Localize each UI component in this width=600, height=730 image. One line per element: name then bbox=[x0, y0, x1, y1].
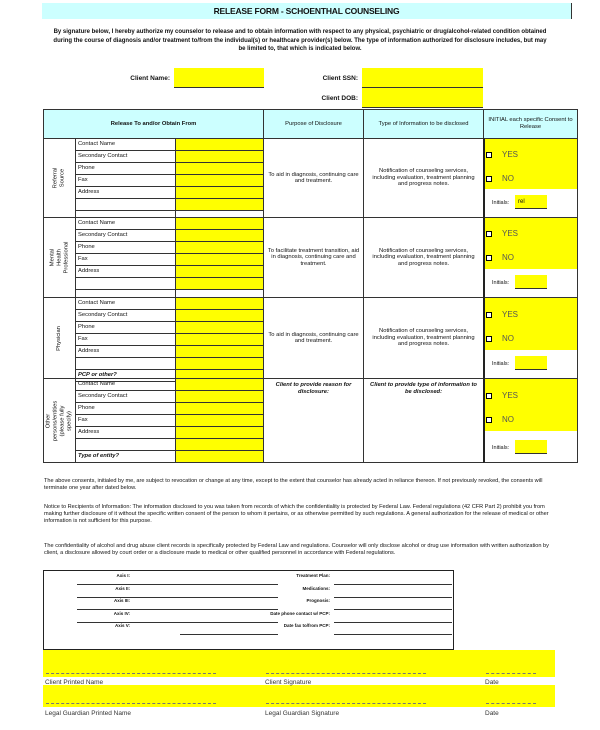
contact-row-label: Phone bbox=[75, 162, 176, 175]
header-release: Release To and/or Obtain From bbox=[43, 109, 264, 139]
clinical-field[interactable] bbox=[334, 597, 452, 598]
axis-field[interactable] bbox=[180, 634, 278, 635]
client-name-label: Client Name: bbox=[130, 75, 170, 82]
consent-area bbox=[485, 218, 577, 269]
section-name: Referral Source bbox=[52, 167, 66, 189]
no-label: NO bbox=[502, 173, 514, 183]
contact-row-label: Secondary Contact bbox=[75, 309, 176, 322]
signature-line bbox=[486, 703, 536, 704]
no-checkbox[interactable] bbox=[486, 176, 492, 182]
initials-field[interactable] bbox=[515, 275, 547, 289]
signature-line bbox=[266, 703, 426, 704]
clinical-label: Date fax to/from PCP: bbox=[283, 623, 330, 628]
header-type: Type of Information to be disclosed bbox=[363, 109, 484, 139]
contact-row-label: Fax bbox=[75, 333, 176, 346]
contact-row-label: Type of entity? bbox=[75, 450, 176, 463]
signature-line bbox=[46, 673, 216, 674]
date-label: Date bbox=[485, 679, 499, 686]
purpose-cell: To aid in diagnosis, continuing care and treatment. bbox=[263, 297, 364, 379]
yes-label: YES bbox=[502, 150, 519, 159]
purpose-cell: Client to provide reason for disclosure: bbox=[263, 378, 364, 463]
initials-label: Initials: bbox=[492, 200, 510, 206]
contact-row-label: Contact Name bbox=[75, 297, 176, 310]
signature-line bbox=[46, 703, 216, 704]
axis-label: Axis IV: bbox=[113, 610, 130, 616]
intro-text: By signature below, I hereby authorize my counselor to release and to obtain information with respect to any physical, psychiatric or drug/alcohol-related condition obtained during the course of diagnosis and/or treatment to/from the individual(s) or healthcare provider(s) below. The type of information authorized for disclosure includes, but may be limited to, that which is indicated below. bbox=[53, 29, 547, 52]
section-label bbox=[43, 138, 76, 218]
axis-label: Axis V: bbox=[114, 623, 130, 628]
clinical-label: Date phone contact w/ PCP: bbox=[270, 610, 330, 616]
initials-field[interactable]: rel bbox=[515, 195, 547, 209]
no-checkbox[interactable] bbox=[486, 417, 492, 423]
contact-row-label: Phone bbox=[75, 321, 176, 334]
contact-row-label: Contact Name bbox=[75, 217, 176, 230]
legal-paragraph: Notice to Recipients of Information: The information disclosed to you was taken from records of which the confidentiality is protected by Federal Law. Federal regulations (42 CFR Part 2) prohibit you from making further disclosure of it without the specific written consent of the person to whom it pertains, or as otherwise permitted by such regulations. A general authorization for the release of medical or other information is not sufficient for this purpose. bbox=[44, 504, 549, 525]
contact-row-field[interactable] bbox=[175, 450, 264, 463]
no-label: NO bbox=[502, 334, 514, 343]
legal-paragraph: The confidentiality of alcohol and drug abuse client records is specifically protected by Federal Law and regulations. Counselor will only disclose alcohol or drug use information with written authorization by client, a disclosure allowed by court order or a disclosure made to medical or other qualified personnel in accordance with Federal regulations. bbox=[44, 543, 549, 557]
yes-checkbox[interactable] bbox=[486, 393, 492, 399]
type-cell: Notification of counseling services, including evaluation, treatment planning and progress notes. bbox=[363, 217, 484, 298]
clinical-field[interactable] bbox=[334, 634, 452, 635]
client-dob-label: Client DOB: bbox=[321, 95, 358, 102]
section-label bbox=[43, 217, 76, 298]
axis-label: Axis I: bbox=[116, 573, 130, 578]
contact-row-label: Secondary Contact bbox=[75, 150, 176, 163]
no-label: NO bbox=[502, 253, 514, 263]
consent-area bbox=[485, 298, 577, 350]
client-name-field[interactable] bbox=[174, 68, 264, 88]
contact-row-label: Address bbox=[75, 426, 176, 439]
section-name: Mental Health Professional bbox=[49, 241, 70, 274]
yes-checkbox[interactable] bbox=[486, 312, 492, 318]
type-cell: Notification of counseling services, including evaluation, treatment planning and progress notes. bbox=[363, 138, 484, 218]
yes-label: YES bbox=[502, 390, 519, 400]
consent-area bbox=[485, 139, 577, 189]
legal-paragraph: The above consents, initialed by me, are subject to revocation or change at any time, except to the extent that counselor has already acted in reliance thereon. If not previously revoked, the consents will terminate one year after dated below. bbox=[44, 478, 543, 492]
yes-label: YES bbox=[502, 229, 519, 239]
initials-label: Initials: bbox=[492, 280, 510, 286]
purpose-cell: To facilitate treatment transition, aid in diagnosis, continuing care and treatment. bbox=[263, 217, 364, 298]
header-initial: INITIAL each specific Consent to Release bbox=[483, 109, 578, 139]
guardian-printed-name-label: Legal Guardian Printed Name bbox=[45, 710, 131, 717]
client-ssn-field[interactable] bbox=[362, 68, 483, 88]
no-checkbox[interactable] bbox=[486, 336, 492, 342]
contact-row-label: Fax bbox=[75, 174, 176, 187]
yes-checkbox[interactable] bbox=[486, 231, 492, 237]
client-signature-label: Client Signature bbox=[265, 679, 312, 686]
contact-row-label: Fax bbox=[75, 253, 176, 266]
clinical-label: Prognosis: bbox=[306, 598, 330, 603]
contact-row-label: Contact Name bbox=[75, 378, 176, 391]
form-title: RELEASE FORM - SCHOENTHAL COUNSELING bbox=[42, 3, 572, 19]
contact-row-label: Secondary Contact bbox=[75, 390, 176, 403]
clinical-field[interactable] bbox=[334, 609, 452, 610]
clinical-field[interactable] bbox=[334, 584, 452, 585]
initials-label: Initials: bbox=[492, 361, 510, 367]
client-ssn-label: Client SSN: bbox=[322, 75, 358, 82]
contact-row-label: Address bbox=[75, 265, 176, 278]
contact-row-label: Phone bbox=[75, 402, 176, 415]
section-label bbox=[43, 378, 76, 463]
type-cell: Client to provide type of information to be disclosed: bbox=[363, 378, 484, 463]
signature-line bbox=[486, 673, 536, 674]
clinical-label: Treatment Plan: bbox=[296, 573, 330, 578]
contact-row-label: Contact Name bbox=[75, 138, 176, 151]
consent-area bbox=[485, 379, 577, 431]
initials-field[interactable] bbox=[515, 440, 547, 454]
initials-label: Initials: bbox=[492, 445, 510, 451]
no-label: NO bbox=[502, 415, 514, 424]
contact-row-label: Address bbox=[75, 186, 176, 199]
axis-label: Axis II: bbox=[115, 585, 130, 591]
guardian-signature-label: Legal Guardian Signature bbox=[265, 710, 340, 717]
type-cell: Notification of counseling services, including evaluation, treatment planning and progress notes. bbox=[363, 297, 484, 379]
section-name: Other persons/entities (please fully specify) bbox=[45, 400, 73, 441]
yes-label: YES bbox=[502, 309, 519, 319]
clinical-field[interactable] bbox=[334, 622, 452, 623]
signature-line bbox=[266, 673, 426, 674]
no-checkbox[interactable] bbox=[486, 255, 492, 261]
header-purpose: Purpose of Disclosure bbox=[263, 109, 364, 139]
initials-field[interactable] bbox=[515, 356, 547, 370]
yes-checkbox[interactable] bbox=[486, 152, 492, 158]
contact-row-label: Address bbox=[75, 345, 176, 358]
clinical-label: Medications: bbox=[302, 585, 330, 591]
purpose-cell: To aid in diagnosis, continuing care and treatment. bbox=[263, 138, 364, 218]
axis-label: Axis III: bbox=[113, 598, 130, 603]
client-dob-field[interactable] bbox=[362, 88, 483, 108]
contact-row-label: Fax bbox=[75, 414, 176, 427]
section-name: Physician bbox=[56, 325, 62, 351]
guardian-date-label: Date bbox=[485, 710, 499, 717]
contact-row-label: PCP or other? bbox=[75, 369, 176, 382]
contact-row-label: Secondary Contact bbox=[75, 229, 176, 242]
section-label bbox=[43, 297, 76, 379]
client-printed-name-label: Client Printed Name bbox=[45, 679, 104, 686]
contact-row-label: Phone bbox=[75, 241, 176, 254]
